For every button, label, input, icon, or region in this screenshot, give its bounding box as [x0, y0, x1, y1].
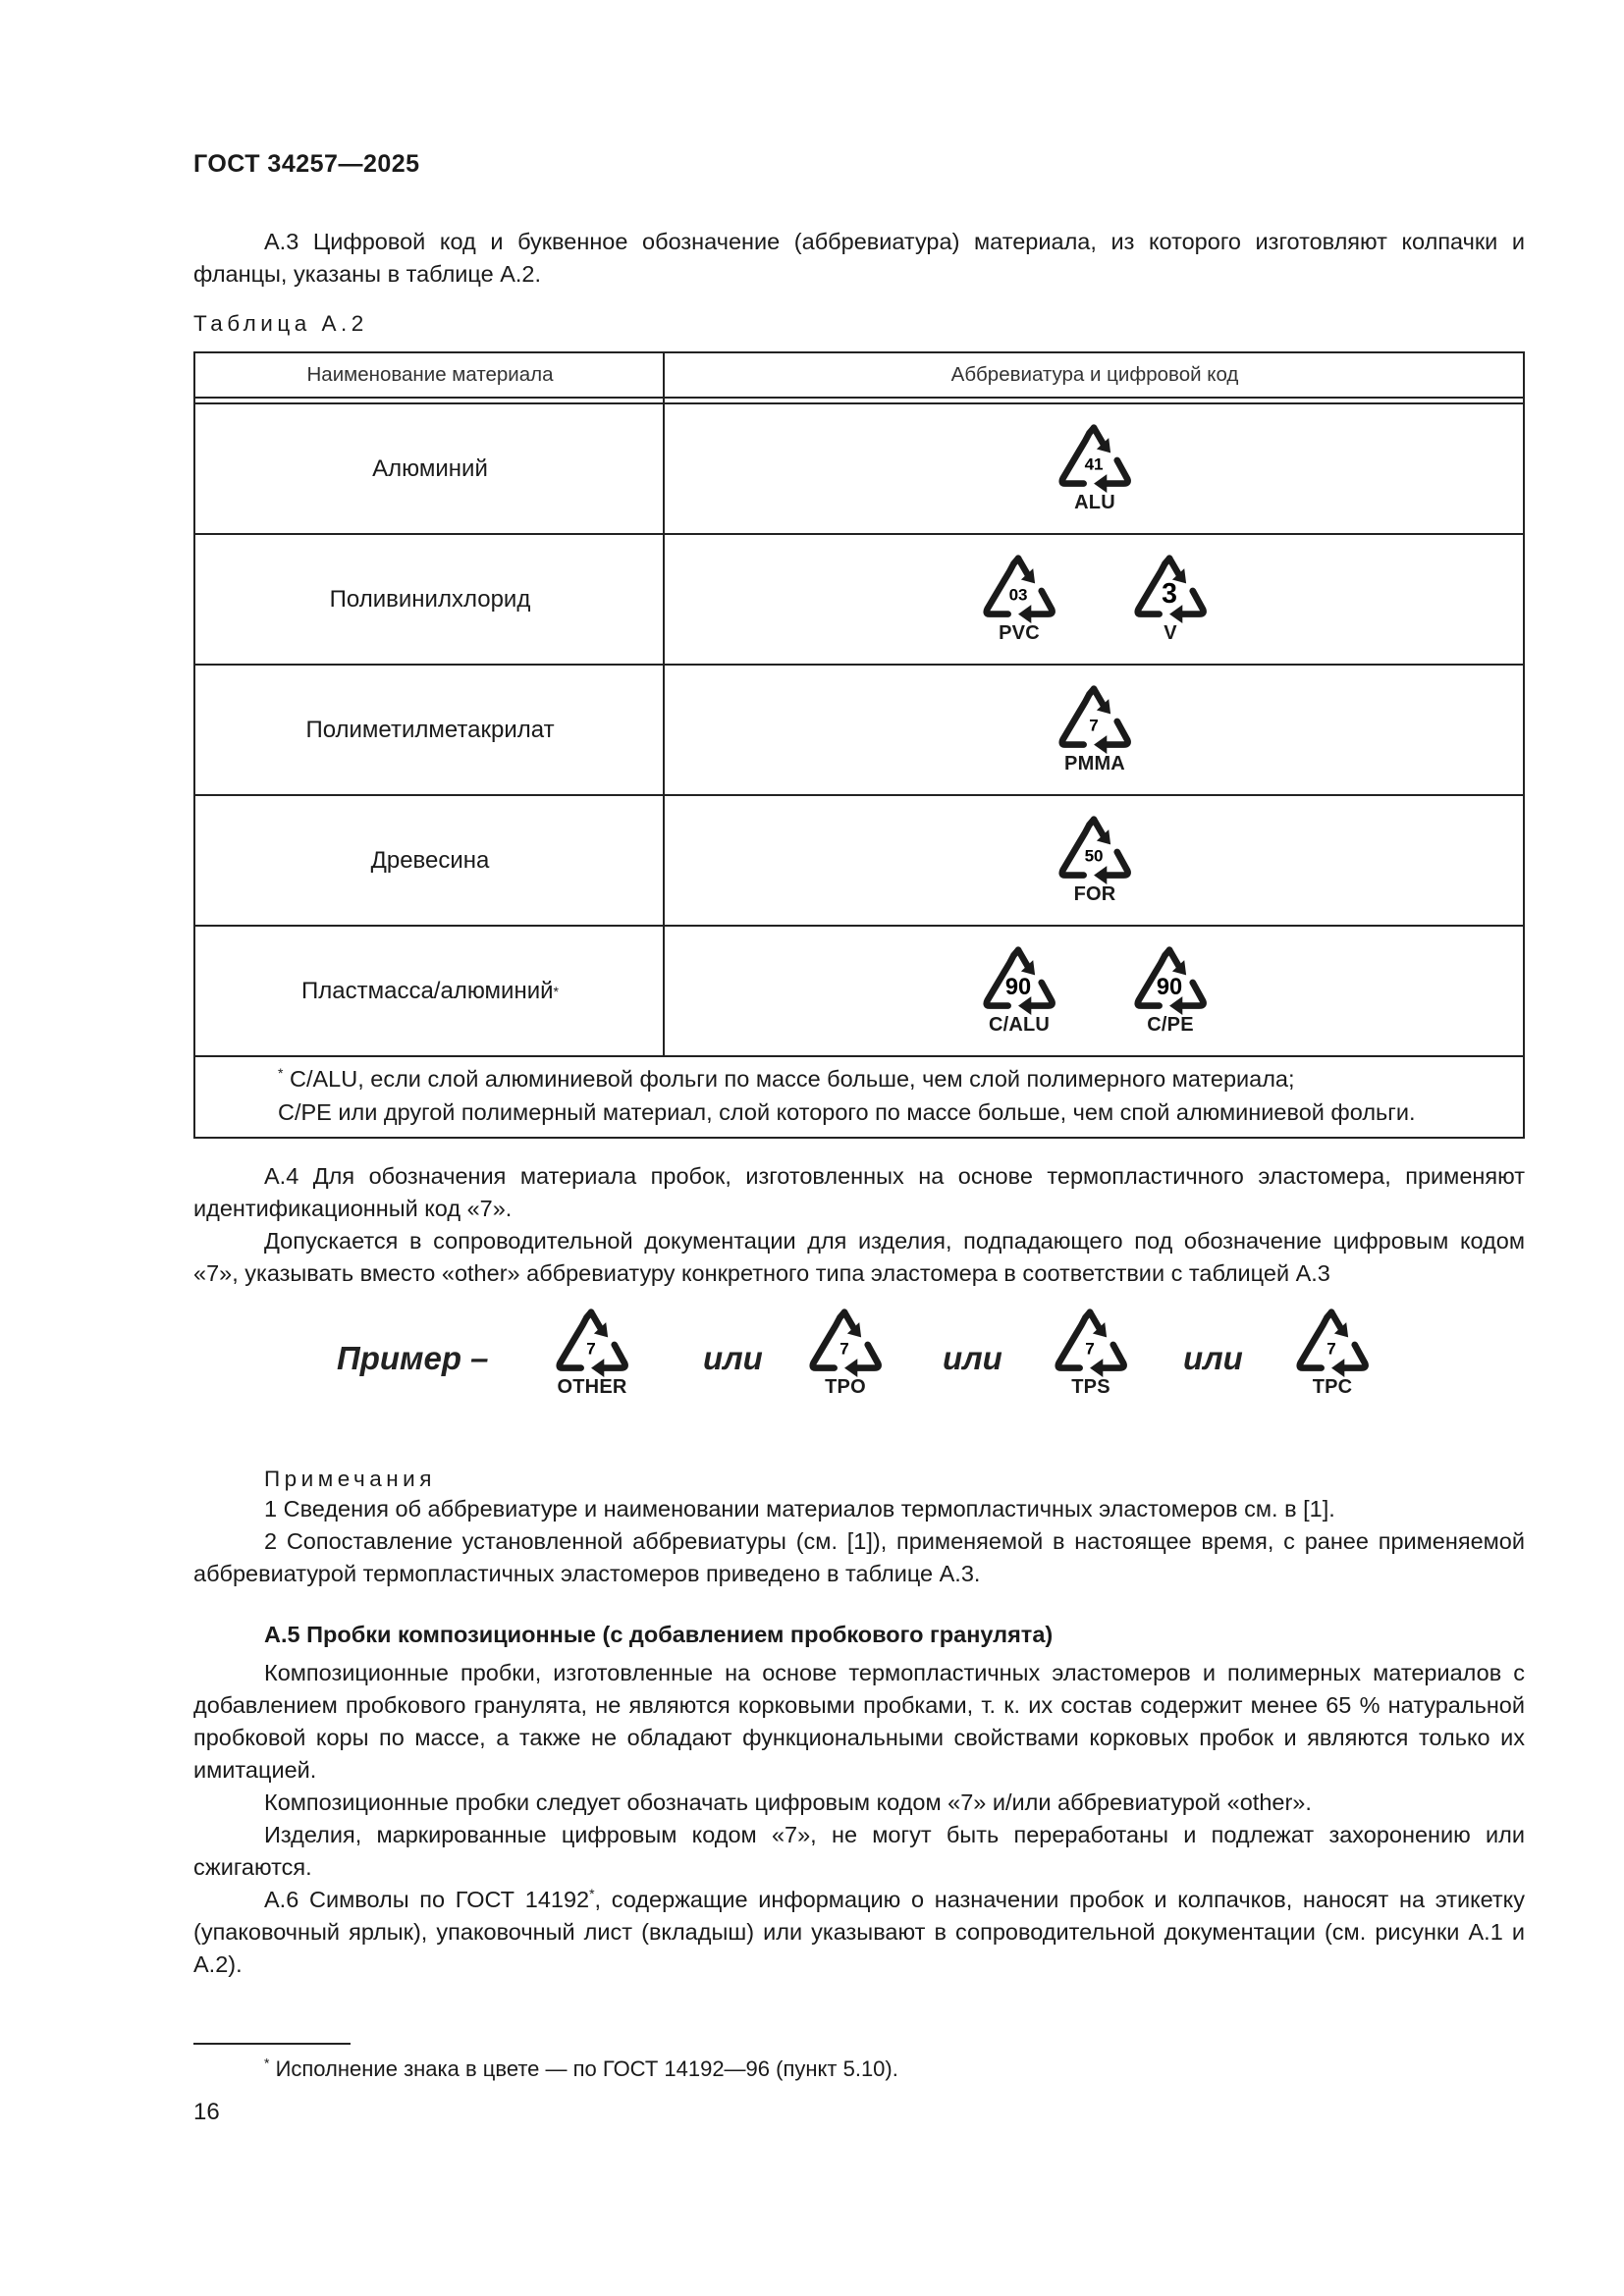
recycle-symbol: [1051, 684, 1139, 775]
recycle-triangle-icon: [1051, 684, 1139, 755]
footnote-mark: *: [589, 1886, 595, 1902]
col-header-material: Наименование материала: [306, 363, 554, 386]
recycle-code: 3: [1162, 578, 1177, 611]
recycle-label: FOR: [1073, 883, 1116, 905]
col-header-code: Аббревиатура и цифровой код: [950, 363, 1239, 386]
footnote-mark: *: [264, 2055, 270, 2071]
recycle-triangle-icon: [1126, 945, 1215, 1016]
example-symbol-tps: [1047, 1308, 1135, 1399]
recycle-code: 7: [586, 1339, 596, 1359]
recycle-code: 41: [1084, 454, 1104, 474]
recycle-triangle-icon: [1051, 815, 1139, 885]
footnote-rule: [193, 2043, 351, 2045]
recycle-label: C/ALU: [988, 1014, 1051, 1036]
example-joiner: или: [1183, 1340, 1243, 1376]
a6-text-end: , содержащие информацию о назначении пробок и колпачков, наносят на этикетку (упаковочный ярлык), упаковочный лист (вкладыш) или указывают в сопроводительной документации (см. рисунки А.1 и А.2).: [193, 1887, 1525, 1977]
section-a5-p1: Композиционные пробки, изготовленные на основе термопластичных эластомеров и полимерных материалов с добавлением пробкового гранулята, не являются корковыми пробками, т. к. их состав содержит менее 65 % натуральной пробковой коры по массе, а также не обладают функциональными свойствами корковых пробок и являются только их имитацией.: [193, 1660, 1525, 1783]
row-name-wood: Древесина: [370, 846, 490, 874]
recycle-symbol: [1288, 1308, 1377, 1399]
example-joiner: или: [703, 1340, 763, 1376]
row-symbols-wood: [667, 796, 1523, 925]
recycle-code: 7: [1085, 1339, 1095, 1359]
paragraph-a4-2: Допускается в сопроводительной документации для изделия, подпадающего под обозначение цифровым кодом «7», указывать вместо «other» аббревиатуру конкретного типа эластомера в соответствии с таблицей А.3: [193, 1228, 1525, 1286]
recycle-triangle-icon: [1051, 423, 1139, 494]
example-lead: Пример –: [337, 1340, 489, 1376]
document-header: ГОСТ 34257—2025: [193, 150, 420, 178]
recycle-triangle-icon: [1047, 1308, 1135, 1378]
section-a5-p3: Изделия, маркированные цифровым кодом «7», не могут быть переработаны и подлежат захоронению или сжигаются.: [193, 1822, 1525, 1880]
example-joiner: или: [943, 1340, 1002, 1376]
footnote-text: C/ALU, если слой алюминиевой фольги по массе больше, чем слой полимерного материала;: [289, 1066, 1295, 1092]
row-symbols-plastic-aluminium: [667, 927, 1523, 1055]
recycle-triangle-icon: [1288, 1308, 1377, 1378]
recycle-symbol: [801, 1308, 890, 1399]
recycle-code: 7: [1326, 1339, 1336, 1359]
table-a2: [193, 351, 1525, 1139]
recycle-symbol: [1047, 1308, 1135, 1399]
recycle-label: TPO: [825, 1376, 866, 1398]
page-number: 16: [193, 2099, 220, 2125]
example-symbol-other: [548, 1308, 636, 1399]
recycle-label: C/PE: [1147, 1014, 1194, 1036]
section-a5-heading: А.5 Пробки композиционные (с добавлением пробкового гранулята): [264, 1622, 1054, 1647]
note-1: 1 Сведения об аббревиатуре и наименовании материалов термопластичных эластомеров см. в [1].: [264, 1496, 1335, 1522]
recycle-triangle-icon: [1126, 554, 1215, 624]
recycle-label: OTHER: [557, 1376, 627, 1398]
example-symbol-tpc: [1288, 1308, 1377, 1399]
paragraph-a6: [193, 1884, 1525, 1981]
recycle-triangle-icon: [548, 1308, 636, 1378]
row-name-pmma: Полиметилметакрилат: [305, 716, 555, 743]
row-symbols-pvc: [667, 535, 1523, 664]
recycle-triangle-icon: [975, 554, 1063, 624]
recycle-symbol: [1126, 945, 1215, 1037]
row-name-aluminium: Алюминий: [372, 454, 488, 482]
recycle-code: 7: [1089, 716, 1099, 735]
row-name-plastic-aluminium: Пластмасса/алюминий *: [301, 977, 559, 1004]
recycle-code: 7: [839, 1339, 849, 1359]
paragraph-a4-1: А.4 Для обозначения материала пробок, изготовленных на основе термопластичного эластомера, применяют идентификационный код «7».: [193, 1163, 1525, 1221]
recycle-symbol: [548, 1308, 636, 1399]
recycle-symbol: [975, 554, 1063, 645]
example-symbol-tpo: [801, 1308, 890, 1399]
recycle-label: TPS: [1071, 1376, 1110, 1398]
page-footnote-text: Исполнение знака в цвете — по ГОСТ 14192—96 (пункт 5.10).: [275, 2056, 898, 2081]
recycle-symbol: [1126, 554, 1215, 645]
recycle-symbol: [1051, 815, 1139, 906]
recycle-code: 03: [1008, 585, 1028, 605]
row-name-pvc: Поливинилхлорид: [329, 585, 531, 613]
recycle-triangle-icon: [975, 945, 1063, 1016]
recycle-label: PMMA: [1064, 753, 1125, 774]
a6-text-start: А.6 Символы по ГОСТ 14192: [264, 1887, 590, 1912]
recycle-symbol: [975, 945, 1063, 1037]
recycle-triangle-icon: [801, 1308, 890, 1378]
page-footnote: [264, 2056, 898, 2082]
row-symbols-pmma: [667, 666, 1523, 794]
recycle-label: PVC: [999, 622, 1040, 644]
recycle-code: 90: [1004, 975, 1032, 1001]
recycle-symbol: [1051, 423, 1139, 514]
row-name-text: Пластмасса/алюминий: [301, 977, 554, 1004]
note-2: 2 Сопоставление установленной аббревиатуры (см. [1]), применяемой в настоящее время, с ранее применяемой аббревиатурой термопластичных эластомеров приведено в таблице А.3.: [193, 1528, 1525, 1586]
footnote-mark: *: [278, 1065, 284, 1082]
table-footnote-1: [278, 1066, 1295, 1093]
recycle-label: V: [1164, 622, 1177, 644]
recycle-code: 50: [1084, 846, 1104, 866]
row-symbols-aluminium: [667, 404, 1523, 533]
paragraph-a3: А.3 Цифровой код и буквенное обозначение (аббревиатура) материала, из которого изготовляют колпачки и фланцы, указаны в таблице А.2.: [193, 229, 1525, 287]
recycle-label: ALU: [1074, 492, 1115, 513]
table-caption: Таблица А.2: [193, 311, 368, 336]
table-footnote-2: C/PE или другой полимерный материал, слой которого по массе больше, чем спой алюминиевой фольги.: [278, 1099, 1416, 1125]
section-a5-p2: Композиционные пробки следует обозначать цифровым кодом «7» и/или аббревиатурой «other».: [264, 1789, 1312, 1815]
notes-title: Примечания: [264, 1467, 436, 1491]
recycle-code: 90: [1156, 975, 1183, 1001]
recycle-label: TPC: [1312, 1376, 1353, 1398]
